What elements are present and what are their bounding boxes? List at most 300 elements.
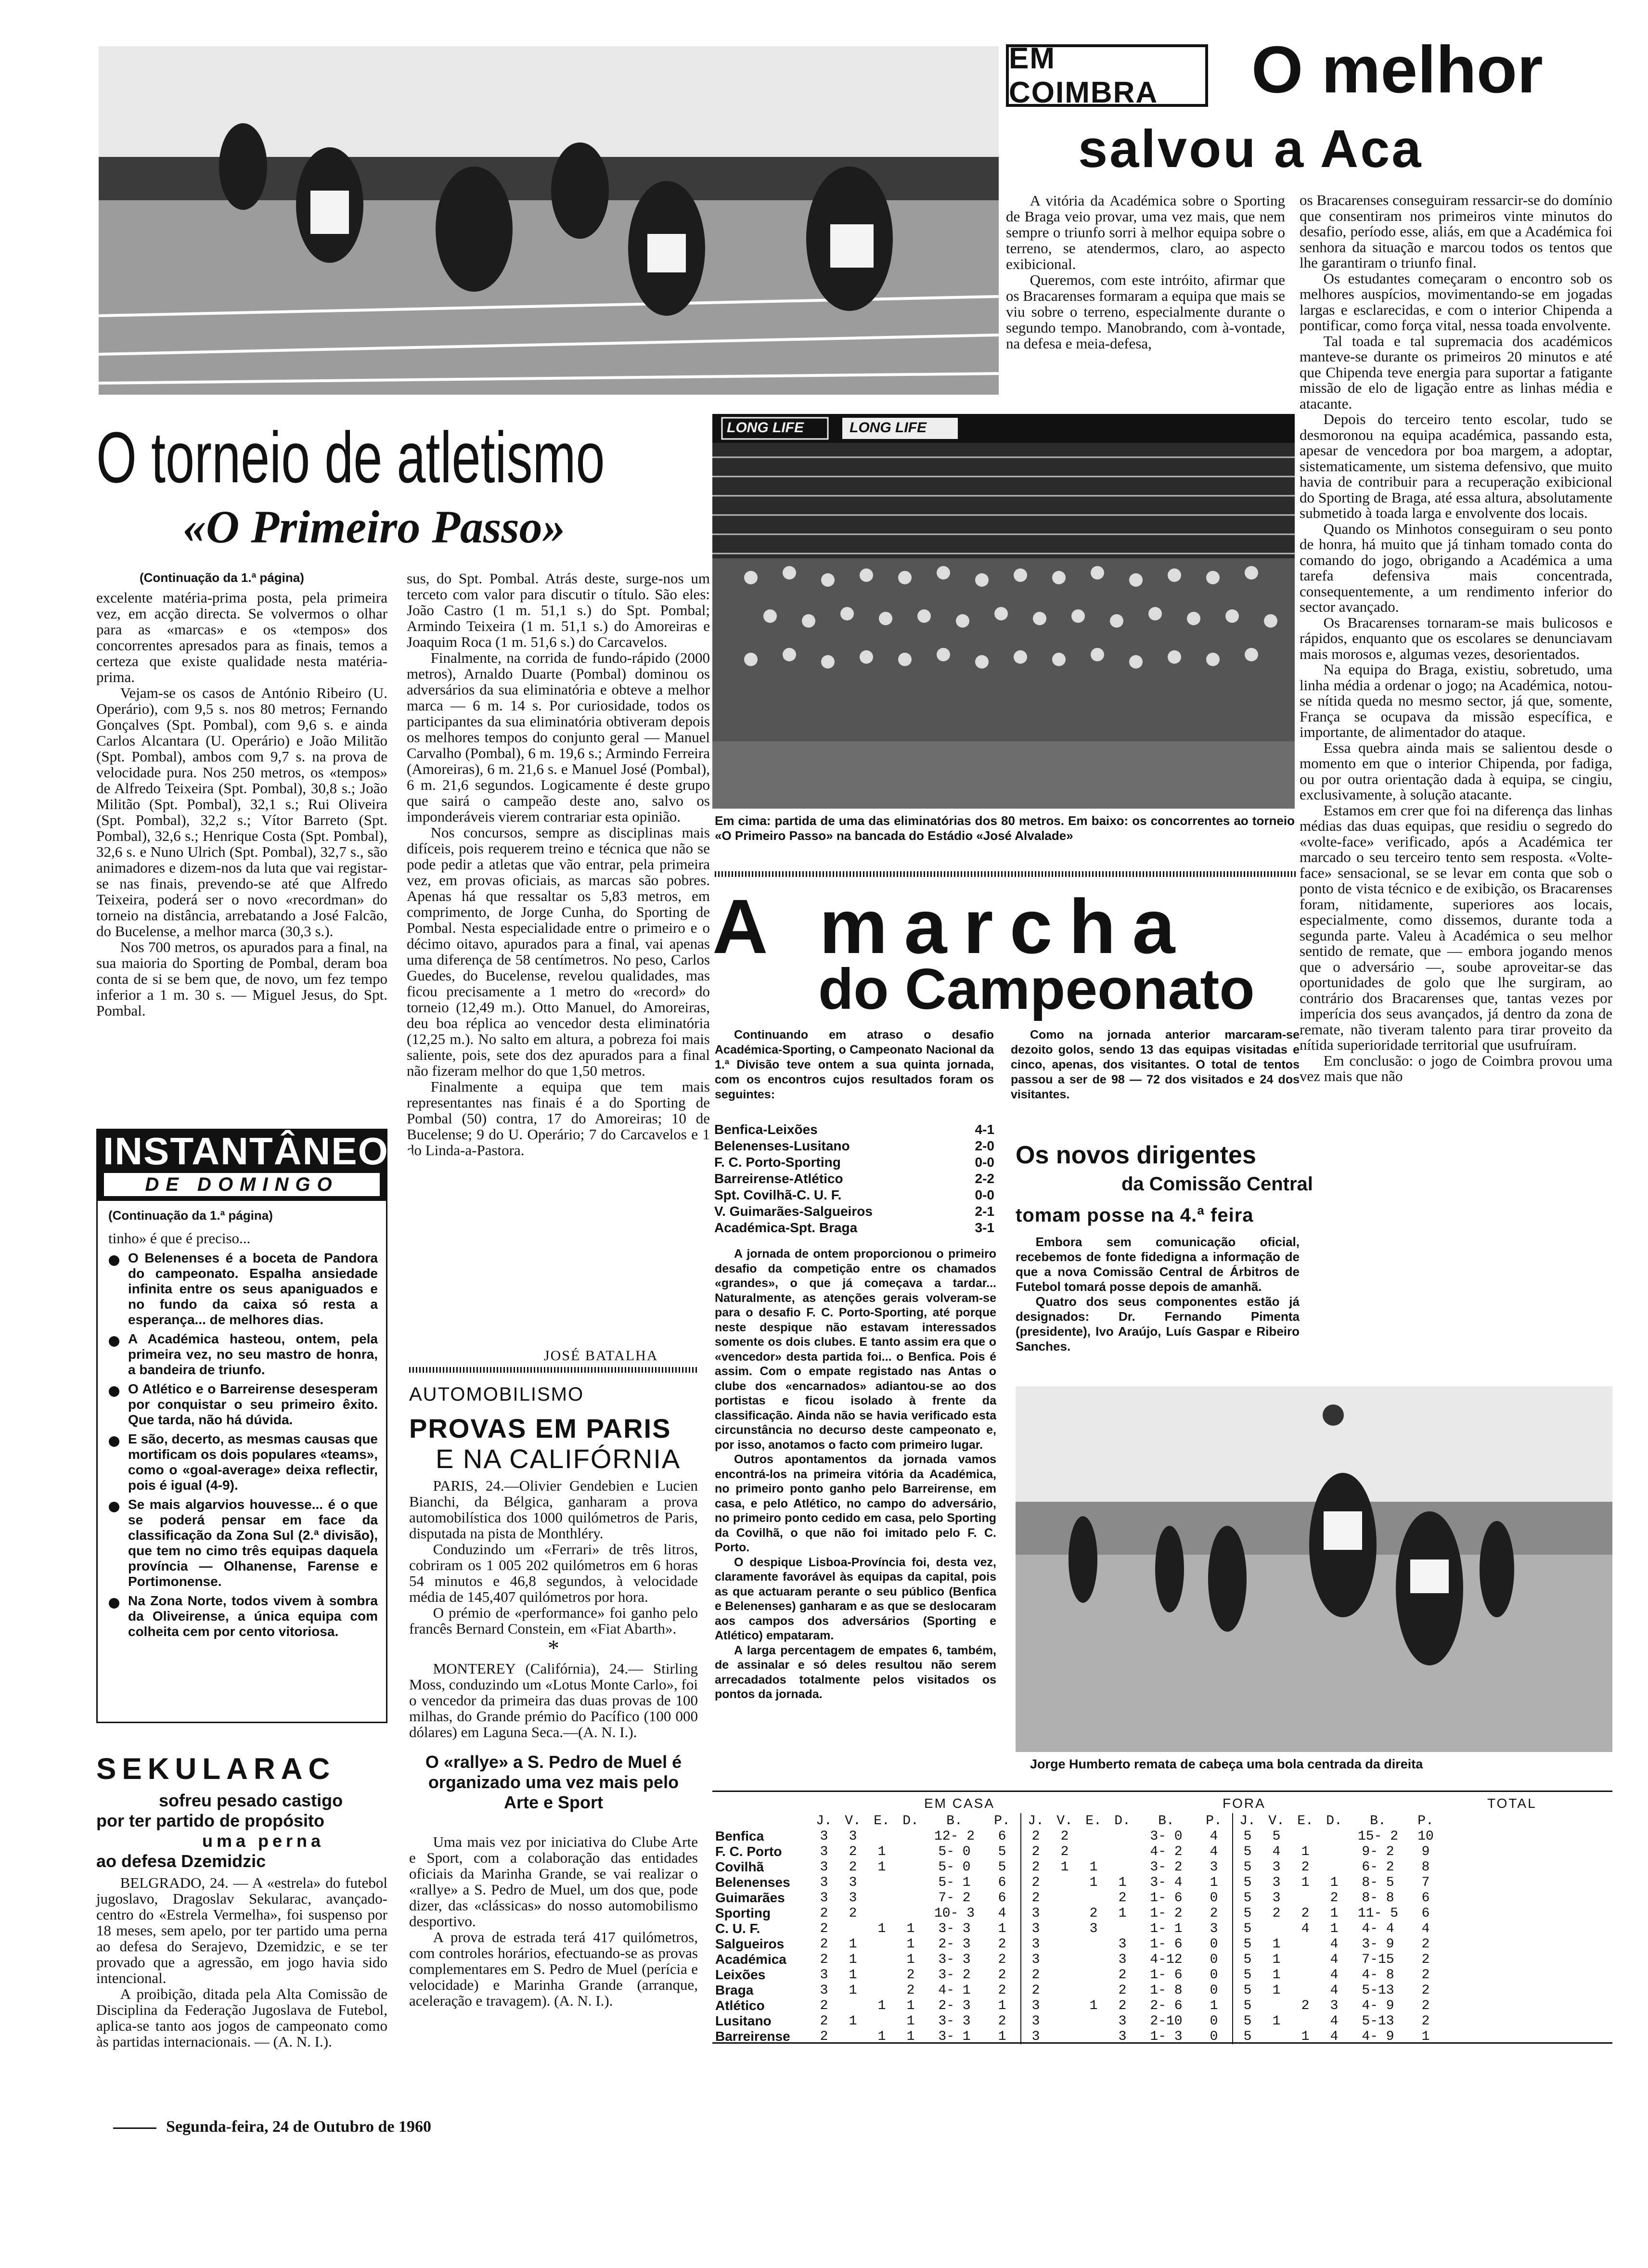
home-stat: 1	[849, 1967, 857, 1983]
dirigentes-title-2: da Comissão Central	[1121, 1173, 1313, 1195]
instantaneos-item: A Académica hasteou, ontem, pela primeira vez, no seu mastro de honra, a bandeira de triunfo.	[106, 1331, 378, 1378]
marcha-paragraph: A larga percentagem de empates 6, também, de assinalar e só deles resultou não serem arrecadados totalmente pelos visitados os pontos da jornada.	[715, 1643, 996, 1701]
total-stat: 4	[1301, 1921, 1310, 1936]
total-stat: 5	[1243, 1829, 1252, 1844]
total-stat: 5	[1243, 1998, 1252, 2013]
standings-row	[712, 1952, 1444, 1967]
standings-body	[712, 1829, 1444, 2044]
total-stat: 1	[1272, 1936, 1281, 1952]
away-stat: 2	[1031, 1829, 1040, 1844]
away-stat: 0	[1196, 1967, 1233, 1983]
result-row	[712, 1187, 996, 1203]
total-stat: 9- 2	[1362, 1844, 1394, 1859]
away-stat: 1- 6	[1150, 1890, 1183, 1906]
col-header: P.	[1196, 1813, 1233, 1829]
sekularac-paragraph: BELGRADO, 24. — A «estrela» do futebol jugoslavo, Dragoslav Sekularac, avançado-centro do «Estrela Vermelha», foi suspenso por 18 meses, sem apelo, por ter partido uma perna ao defesa do Serajevo, Dzemidzic, e se ter provado que a agressão, em jogo havia sido intencional.	[96, 1874, 387, 1986]
away-stat	[1050, 1906, 1079, 1921]
total-stat: 1	[1330, 1875, 1339, 1890]
result-row	[712, 1154, 996, 1171]
total-stat	[1291, 1829, 1320, 1844]
total-stat: 4	[1272, 1844, 1281, 1859]
marcha-paragraph: O despique Lisboa-Província foi, desta vez, claramente favorável às equipas da capital, pois as que actuaram perante o seu público (Benfica e Belenenses) ganharam e as que se deslocaram aos campos dos adversários (Sporting e Atlético) empataram.	[715, 1555, 996, 1642]
total-stat: 5	[1243, 1859, 1252, 1875]
home-stat	[867, 1967, 896, 1983]
away-stat	[1050, 1890, 1079, 1906]
home-stat: 2	[820, 1921, 828, 1936]
away-stat: 2	[1031, 1875, 1040, 1890]
home-stat: 6	[984, 1875, 1021, 1890]
home-stat: 3- 3	[938, 2013, 971, 2029]
sekularac-sub-3: uma perna	[202, 1831, 325, 1851]
standings-row	[712, 1983, 1444, 1998]
home-stat: 1	[906, 2029, 915, 2044]
away-stat: 2	[1118, 1890, 1127, 1906]
total-stat: 5	[1243, 1875, 1252, 1890]
torneio-column-1	[96, 590, 387, 1018]
standings-row	[712, 1844, 1444, 1859]
total-stat: 5	[1243, 1983, 1252, 1998]
total-stat: 4	[1330, 2013, 1339, 2029]
stadium-stand-photo	[712, 414, 1295, 809]
home-stat: 2	[984, 1967, 1021, 1983]
marcha-paragraph: A jornada de ontem proporcionou o primeiro desafio da competição entre os chamados «grandes», o que já começava a tardar... Naturalmente, as atenções gerais volveram-se para o desafio F. C. Porto-Sporting, até porque neste despique não estavam interessados somente os dois clubes. E tanto assim era que o «vencedor» desta partida foi... o Benfica. Pois é assim. Com o empate registado nas Antas o clube dos «encarnados» adiantou-se ao dos portistas e ficou isolado à frente da classificação. Ainda não se havia verificado esta circunstância no decurso deste campeonato e, por isso, anotamos o facto com primeiro lugar.	[715, 1247, 996, 1452]
away-stat	[1050, 1983, 1079, 1998]
away-stat	[1079, 1983, 1108, 1998]
torneio-paragraph: sus, do Spt. Pombal. Atrás deste, surge-nos um terceto com valor para discutir o título. São eles: João Castro (1 m. 51,1 s.) do Spt. Pombal; Armindo Teixeira (1 m. 51,1 s.) do Amoreiras e Joaquim Roca (1 m. 51,6 s.) do Carcavelos.	[407, 570, 710, 650]
total-stat: 5	[1243, 1952, 1252, 1967]
home-stat: 3	[820, 1967, 828, 1983]
instantaneos-item: O Belenenses é a boceta de Pandora do campeonato. Espalha ansiedade infinita entre os seus apaniguados e no fundo da caixa só resta a esperança... de melhores dias.	[106, 1250, 378, 1327]
team-name: Barreirense	[715, 2029, 790, 2044]
col-header: D.	[1114, 1813, 1131, 1829]
total-stat: 2	[1301, 1859, 1310, 1875]
standings-row	[712, 1890, 1444, 1906]
total-stat: 4- 9	[1362, 2029, 1394, 2044]
away-stat	[1079, 1844, 1108, 1859]
standings-row	[712, 1921, 1444, 1936]
col-header: V.	[1056, 1813, 1073, 1829]
col-header: J.	[816, 1813, 832, 1829]
total-stat	[1291, 1936, 1320, 1952]
team-name: Benfica	[715, 1829, 764, 1843]
instantaneos-item: Na Zona Norte, todos vivem à sombra da Oliveirense, a única equipa com colheita cem por cento vitoriosa.	[106, 1593, 378, 1639]
away-stat: 1- 2	[1150, 1906, 1183, 1921]
team-name: Belenenses	[715, 1875, 790, 1890]
away-stat: 3	[1118, 1952, 1127, 1967]
total-stat	[1291, 1983, 1320, 1998]
result-match: Spt. Covilhã-C. U. F.	[714, 1187, 842, 1202]
torneio-paragraph: Finalmente a equipa que tem mais representantes nas finais é a do Sporting de Pombal (50) contra, 17 do Amoreiras; 10 de Bucelense; 9 do U. Operário; 7 do Carcavelos e 1 do Linda-a-Pastora.	[407, 1078, 710, 1159]
total-stat: 1	[1301, 2029, 1310, 2044]
torneio-column-2	[407, 570, 710, 1158]
team-name: Covilhã	[715, 1859, 764, 1874]
torneio-title: O torneio de atletismo	[96, 417, 605, 498]
home-stat	[867, 2013, 896, 2029]
result-row	[712, 1138, 996, 1154]
away-stat: 2	[1031, 1890, 1040, 1906]
total-stat: 6	[1421, 1906, 1430, 1921]
away-stat: 3	[1031, 2013, 1040, 2029]
away-stat: 2-10	[1150, 2013, 1183, 2029]
standings-header-row	[712, 1813, 1444, 1829]
footer-rule	[113, 2127, 156, 2129]
team-name: Guimarães	[715, 1890, 785, 1905]
home-stat	[867, 1875, 896, 1890]
home-stat: 5- 0	[938, 1859, 971, 1875]
total-stat: 3- 9	[1362, 1936, 1394, 1952]
away-stat	[1108, 1921, 1137, 1936]
total-stat: 5	[1243, 1936, 1252, 1952]
result-match: Belenenses-Lusitano	[714, 1138, 850, 1153]
away-stat: 3	[1031, 1936, 1040, 1952]
home-stat	[896, 1890, 925, 1906]
sekularac-sub-1: sofreu pesado castigo	[159, 1791, 343, 1810]
away-stat: 1	[1060, 1859, 1069, 1875]
col-header: E.	[1085, 1813, 1102, 1829]
away-stat: 0	[1196, 1983, 1233, 1998]
away-stat	[1050, 1967, 1079, 1983]
home-stat: 1	[877, 1998, 886, 2013]
standings-row	[712, 1875, 1444, 1890]
away-stat: 2	[1031, 1859, 1040, 1875]
automobilismo-paragraph: O prémio de «performance» foi ganho pelo francês Bernard Constein, em «Fiat Abarth».	[409, 1604, 698, 1637]
away-stat: 4	[1196, 1844, 1233, 1859]
col-header: V.	[1268, 1813, 1285, 1829]
total-stat: 2	[1421, 1983, 1430, 1998]
home-stat	[867, 1983, 896, 1998]
instantaneos-header	[96, 1129, 416, 1201]
team-name: Sporting	[715, 1906, 771, 1920]
away-stat	[1079, 1890, 1108, 1906]
away-stat: 4-12	[1150, 1952, 1183, 1967]
total-stat: 5	[1243, 1967, 1252, 1983]
home-stat: 1	[849, 1936, 857, 1952]
away-stat: 3	[1118, 2013, 1127, 2029]
home-stat	[867, 1952, 896, 1967]
home-stat	[867, 1906, 896, 1921]
col-header: P.	[1417, 1813, 1434, 1829]
automobilismo-paragraph: MONTEREY (Califórnia), 24.— Stirling Moss, conduzindo um «Lotus Monte Carlo», foi o vencedor da primeira das duas provas de 100 milhas, do Grande prémio do Pacífico (100 000 dólares) em Laguna Seca.—(A. N. I.).	[409, 1660, 698, 1740]
away-stat: 2	[1118, 1983, 1127, 1998]
col-header: E.	[1297, 1813, 1313, 1829]
total-stat: 15- 2	[1357, 1829, 1398, 1844]
home-stat: 2	[820, 2029, 828, 2044]
total-stat: 2	[1330, 1890, 1339, 1906]
away-stat: 2- 6	[1150, 1998, 1183, 2013]
home-stat: 1	[984, 1998, 1021, 2013]
away-stat	[1108, 1829, 1137, 1844]
result-score: 2-1	[975, 1204, 994, 1219]
total-stat: 2	[1421, 1936, 1430, 1952]
away-stat: 3- 0	[1150, 1829, 1183, 1844]
home-stat: 2	[984, 1936, 1021, 1952]
away-stat: 2	[1118, 1967, 1127, 1983]
total-stat: 2	[1301, 1998, 1310, 2013]
home-stat: 3	[849, 1890, 857, 1906]
instantaneos-intro: tinho» é que é preciso...	[108, 1230, 251, 1247]
home-stat: 2	[984, 1983, 1021, 1998]
home-stat: 3	[820, 1859, 828, 1875]
automobilismo-paragraph: Conduzindo um «Ferrari» de três litros, cobriram os 1 005 202 quilómetros em 6 horas 54 minutos e 46,8 segundos, à velocidade média de 145,407 quilómetros por hora.	[409, 1541, 698, 1605]
away-stat	[1108, 1859, 1137, 1875]
home-stat: 3	[849, 1829, 857, 1844]
away-stat: 1	[1118, 1906, 1127, 1921]
coimbra-paragraph: Na equipa do Braga, existiu, sobretudo, uma linha média a ordenar o jogo; na Académica, notou-se nítida queda no mesmo sector, já que, somente, França se ocupava da missão específica, e importante, de alimentador do ataque.	[1300, 661, 1612, 740]
home-stat: 1	[906, 1998, 915, 2013]
away-stat: 3	[1196, 1921, 1233, 1936]
coimbra-paragraph: Tal toada e tal supremacia dos académicos manteve-se durante os primeiros 20 minutos e até que Chipenda teve energia para suportar a fatigante missão de elo de ligação entre as linhas média e atacante.	[1300, 332, 1612, 412]
automobilismo-title-2: E NA CALIFÓRNIA	[436, 1443, 681, 1474]
total-stat	[1291, 1890, 1320, 1906]
result-match: Académica-Spt. Braga	[714, 1220, 858, 1235]
total-stat: 6	[1421, 1890, 1430, 1906]
athletics-photo-caption: Em cima: partida de uma das eliminatórias dos 80 metros. Em baixo: os concorrentes ao torneio «O Primeiro Passo» na bancada do Estádio «José Alvalade»	[715, 813, 1295, 843]
home-stat: 1	[877, 1844, 886, 1859]
team-name: C. U. F.	[715, 1921, 760, 1936]
home-stat	[838, 1998, 867, 2013]
divider	[409, 1367, 698, 1373]
total-stat: 3	[1330, 1998, 1339, 2013]
away-stat: 1- 6	[1150, 1936, 1183, 1952]
away-stat: 2	[1118, 1998, 1127, 2013]
result-match: V. Guimarães-Salgueiros	[714, 1204, 873, 1219]
home-stat: 4	[984, 1906, 1021, 1921]
total-stat	[1262, 1998, 1291, 2013]
dirigentes-paragraph: Embora sem comunicação oficial, recebemos de fonte fidedigna a informação de que a nova Comissão Central de Árbitros de Futebol tomará posse depois de amanhã.	[1016, 1235, 1300, 1294]
results-table	[712, 1121, 996, 1236]
col-header: D.	[1326, 1813, 1342, 1829]
coimbra-title-2: salvou a Aca	[1078, 120, 1423, 178]
result-score: 0-0	[975, 1187, 994, 1202]
automobilismo-paragraph: PARIS, 24.—Olivier Gendebien e Lucien Bianchi, da Bélgica, ganharam a prova automobilística dos 1000 quilómetros de Paris, disputada na pista de Monthléry.	[409, 1477, 698, 1542]
marcha-intro-1: Continuando em atraso o desafio Académica-Sporting, o Campeonato Nacional da 1.ª Divisão teve ontem a sua quinta jornada, com os encontros cujos resultados foram os seguintes:	[715, 1028, 994, 1101]
home-stat	[838, 2029, 867, 2044]
home-stat	[896, 1906, 925, 1921]
total-stat: 1	[1301, 1844, 1310, 1859]
away-stat: 2	[1060, 1844, 1069, 1859]
away-stat: 3	[1118, 1936, 1127, 1952]
away-stat: 2	[1060, 1829, 1069, 1844]
instantaneos-continuation: (Continuação da 1.ª página)	[108, 1208, 273, 1223]
col-header: J.	[1239, 1813, 1256, 1829]
result-score: 2-0	[975, 1138, 994, 1153]
away-stat	[1050, 2013, 1079, 2029]
away-stat: 3	[1031, 2029, 1040, 2044]
away-stat: 1	[1089, 1998, 1098, 2013]
home-stat: 1	[849, 1952, 857, 1967]
total-stat	[1291, 2013, 1320, 2029]
total-stat: 4	[1330, 1983, 1339, 1998]
torneio-paragraph: Nos concursos, sempre as disciplinas mais difíceis, pois requerem treino e técnica que não se pode pedir a atletas que vão entrar, pela primeira vez, em provas oficiais, as marcas são pobres. Apenas há que ressaltar os 5,83 metros, em comprimento, de Jorge Cunha, do Sporting de Pombal. Nesta especialidade entre o primeiro e o décimo oitavo, apurados para a final, vai apenas uma diferença de 58 centímetros. No peso, Carlos Guedes, do Bucelense, revelou qualidades, mas ficou precisamente a 1 metro do «record» do torneio (12,49 m.). Otto Manuel, do Amoreiras, deu boa réplica ao vencedor desta eliminatória (12,25 m.). No salto em altura, a pobreza foi mais saliente, pois, sete dos dez apurados para a final não fizeram melhor do que 1,50 metros.	[407, 824, 710, 1079]
instantaneos-item: O Atlético e o Barreirense desesperam por conquistar o seu primeiro êxito. Que tarda, não há dúvida.	[106, 1381, 378, 1428]
team-name: Salgueiros	[715, 1936, 785, 1951]
total-stat: 4	[1330, 1967, 1339, 1983]
away-stat	[1108, 1844, 1137, 1859]
total-stat	[1291, 1967, 1320, 1983]
sekularac-title: SEKULARAC	[96, 1753, 336, 1786]
total-stat: 5	[1243, 1921, 1252, 1936]
total-stat	[1320, 1859, 1349, 1875]
result-row	[712, 1171, 996, 1187]
coimbra-paragraph: Os estudantes começaram o encontro sob os melhores auspícios, movimentando-se em jogadas largas e esclarecidas, e com o interior Chipenda a pontificar, como força vital, nessa toada envolvente.	[1300, 270, 1612, 334]
total-stat: 7-15	[1362, 1952, 1394, 1967]
home-stat: 1	[984, 2029, 1021, 2044]
instantaneos-item: Se mais algarvios houvesse... é o que se poderá pensar em face da classificação da Zona Sul (2.ª divisão), que tem no cimo três equipas daquela província — Olhanense, Farense e Portimonense.	[106, 1497, 378, 1589]
total-stat: 5	[1243, 2013, 1252, 2029]
away-stat: 2	[1196, 1906, 1233, 1921]
sekularac-body	[96, 1875, 387, 2049]
torneio-paragraph: Nos 700 metros, os apurados para a final, na sua maioria do Sporting de Pombal, deram boa conta de si se bem que, de novo, um fez tempo inferior a 1 m. 30 s. — Miguel Jesus, do Spt. Pombal.	[96, 939, 387, 1019]
total-stat: 4- 4	[1362, 1921, 1394, 1936]
total-stat: 2	[1421, 1998, 1430, 2013]
away-stat: 3- 4	[1150, 1875, 1183, 1890]
home-stat: 1	[984, 1921, 1021, 1936]
total-stat: 1	[1301, 1875, 1310, 1890]
away-stat	[1079, 1829, 1108, 1844]
team-name: Académica	[715, 1952, 786, 1967]
total-stat: 5-13	[1362, 1983, 1394, 1998]
torneio-paragraph: Vejam-se os casos de António Ribeiro (U. Operário), com 9,5 s. nos 80 metros; Fernando Gonçalves (Spt. Pombal), com 9,6 s. e ainda Carlos Alcantara (U. Operário) e João Militão (Spt. Pombal), ambos com 9,7 s. na prova de velocidade pura. Nos 250 metros, os «tempos» de Alfredo Teixeira (Spt. Pombal), 30,8 s.; João Militão (Spt. Pombal), 32,1 s.; Rui Oliveira (Spt. Pombal), 32,2 s.; Vítor Barreto (Spt. Pombal), 32,6 s.; Henrique Costa (Spt. Pombal), 32,6 s. e Nuno Ulrich (Spt. Pombal), 32,7 s., são animadores e dizem-nos da luta que vai registar-se nas finais, prevendo-se até que Alfredo Teixeira, poderá ser o novo «recordman» do torneio na distância, arrebatando a José Falcão, do Bucelense, a melhor marca (30,3 s.).	[96, 684, 387, 940]
home-stat: 2	[820, 1998, 828, 2013]
away-stat	[1079, 1967, 1108, 1983]
dirigentes-body	[1016, 1235, 1300, 1354]
home-stat: 2- 3	[938, 1936, 971, 1952]
home-stat: 2	[906, 1983, 915, 1998]
home-stat: 2	[849, 1906, 857, 1921]
home-stat	[867, 1829, 896, 1844]
home-stat: 2	[849, 1859, 857, 1875]
rallye-title: O «rallye» a S. Pedro de Muel é organizado uma vez mais pelo Arte e Sport	[425, 1752, 682, 1812]
away-stat: 4	[1196, 1829, 1233, 1844]
home-stat: 3- 1	[938, 2029, 971, 2044]
standings-row	[712, 2013, 1444, 2029]
dirigentes-title-3: tomam posse na 4.ª feira	[1016, 1205, 1254, 1226]
home-stat: 2	[820, 1906, 828, 1921]
total-stat: 5	[1272, 1829, 1281, 1844]
dirigentes-paragraph: Quatro dos seus componentes estão já designados: Dr. Fernando Pimenta (presidente), Ivo Araújo, Luís Gaspar e Ribeiro Sanches.	[1016, 1294, 1300, 1353]
coimbra-paragraph: Em conclusão: o jogo de Coimbra provou uma vez mais que não	[1300, 1052, 1612, 1084]
away-stat: 3	[1196, 1859, 1233, 1875]
standings-total-label: TOTAL	[1487, 1796, 1537, 1811]
col-header: E.	[874, 1813, 890, 1829]
instantaneos-list	[106, 1250, 378, 1643]
total-stat: 5-13	[1362, 2013, 1394, 2029]
coimbra-tag-text: EM COIMBRA	[1009, 42, 1159, 109]
away-stat	[1079, 2029, 1108, 2044]
total-stat: 1	[1330, 1921, 1339, 1936]
coimbra-paragraph: Os Bracarenses tornaram-se mais bulicosos e rápidos, enquanto que os escolares se denunciavam mais morosos e, algumas vezes, desorientados.	[1300, 614, 1612, 662]
col-header: P.	[984, 1813, 1021, 1829]
total-stat: 1	[1272, 1983, 1281, 1998]
home-stat: 3	[820, 1875, 828, 1890]
away-stat: 3- 2	[1150, 1859, 1183, 1875]
total-stat: 3	[1272, 1859, 1281, 1875]
home-stat: 1	[906, 1921, 915, 1936]
home-stat: 1	[877, 1921, 886, 1936]
away-stat: 3	[1031, 1921, 1040, 1936]
standings-row	[712, 1936, 1444, 1952]
total-stat: 2	[1272, 1906, 1281, 1921]
torneio-paragraph: Finalmente, na corrida de fundo-rápido (2000 metros), Arnaldo Duarte (Pombal) dominou os adversários da sua eliminatória e obteve a melhor marca — 6 m. 14 s. Por curiosidade, todos os participantes da sua eliminatória obtiveram depois os melhores tempos do conjunto geral — Manuel Carvalho (Pombal), 6 m. 19,6 s.; Armindo Ferreira (Amoreiras), 6 m. 21,6 s. e Manuel José (Pombal), 6 m. 21,6 segundos. Logicamente é deste grupo que sairá o campeão deste ano, salvo os imponderáveis vierem contrariar esta opinião.	[407, 649, 710, 825]
home-stat: 3- 3	[938, 1921, 971, 1936]
standings-row	[712, 2029, 1444, 2044]
away-stat	[1079, 2013, 1108, 2029]
home-stat: 5	[984, 1859, 1021, 1875]
coimbra-tag	[1006, 44, 1208, 107]
standings-row	[712, 1906, 1444, 1921]
coimbra-title-1: O melhor	[1251, 34, 1543, 106]
result-match: Benfica-Leixões	[714, 1122, 818, 1137]
col-header: D.	[902, 1813, 919, 1829]
total-stat: 2	[1421, 1952, 1430, 1967]
home-stat: 1	[849, 2013, 857, 2029]
automobilismo-title: PROVAS EM PARIS	[409, 1413, 671, 1443]
coimbra-paragraph: Estamos em crer que foi na diferença das linhas médias das duas equipas, que residiu o segredo do «volte-face» verificado, após a Académica ter marcado o seu terceiro tento sem resposta. «Volte-face» sensacional, se se levar em conta que sob o ponto de vista técnico e de exibição, os Bracarenses foram, nitidamente, superiores aos locais, especialmente, como dissemos, durante toda a segunda parte. Valeu à Académica o seu melhor sentido de remate, que — embora jogando menos que o adversário —, soube aproveitar-se das oportunidades de golo que lhe surgiram, ao contrário dos Bracarenses que, tantas vezes por imperícia dos seus avançados, já dentro da zona de remate, não tiveram talento para tirar proveito da nítida superioridade territorial que usufruíram.	[1300, 801, 1612, 1053]
home-stat: 4- 1	[938, 1983, 971, 1998]
team-name: Lusitano	[715, 2013, 772, 2028]
home-stat: 5- 0	[938, 1844, 971, 1859]
away-stat: 1	[1089, 1859, 1098, 1875]
total-stat: 2	[1421, 2013, 1430, 2029]
away-stat: 4- 2	[1150, 1844, 1183, 1859]
away-stat: 3	[1031, 1998, 1040, 2013]
team-name: Atlético	[715, 1998, 765, 2013]
marcha-body	[715, 1247, 996, 1702]
home-stat: 2	[820, 2013, 828, 2029]
athletics-start-photo	[99, 46, 999, 395]
coimbra-column-2	[1300, 193, 1612, 1084]
home-stat	[896, 1844, 925, 1859]
standings-table	[712, 1813, 1444, 2044]
instantaneos-subtitle-bar	[104, 1173, 380, 1196]
home-stat: 1	[906, 1952, 915, 1967]
away-stat	[1050, 2029, 1079, 2044]
standings-away-label: FORA	[1223, 1796, 1266, 1811]
home-stat: 2	[906, 1967, 915, 1983]
total-stat: 1	[1272, 1967, 1281, 1983]
away-stat: 3	[1118, 2029, 1127, 2044]
home-stat: 2	[820, 1952, 828, 1967]
standings-row	[712, 1829, 1444, 1844]
away-stat: 2	[1031, 1967, 1040, 1983]
result-score: 2-2	[975, 1171, 994, 1186]
total-stat	[1291, 1952, 1320, 1967]
automobilismo-kicker: AUTOMOBILISMO	[409, 1384, 584, 1405]
away-stat: 3	[1089, 1921, 1098, 1936]
away-stat: 1- 3	[1150, 2029, 1183, 2044]
total-stat: 6- 2	[1362, 1859, 1394, 1875]
team-name: F. C. Porto	[715, 1844, 782, 1859]
home-stat: 3	[820, 1890, 828, 1906]
col-header: B.	[946, 1813, 963, 1829]
torneio-paragraph: excelente matéria-prima posta, pela primeira vez, em acção directa. Se volvermos o olhar para as «marcas» e os «tempos» dos concorrentes apresados para as finais, temos a certeza que existe qualidade nesta matéria-prima.	[96, 589, 387, 685]
home-stat: 1	[906, 2013, 915, 2029]
coimbra-paragraph: Quando os Minhotos conseguiram o seu ponto de honra, há muito que já tinham tomado conta do comando do jogo, obrigando a Académica a uma tarefa defensiva mais concentrada, consequentemente, a um rendimento inferior do sector avançado.	[1300, 520, 1612, 615]
total-stat: 1	[1272, 1952, 1281, 1967]
standings-row	[712, 1998, 1444, 2013]
footer-date: Segunda-feira, 24 de Outubro de 1960	[166, 2118, 431, 2136]
home-stat: 5	[984, 1844, 1021, 1859]
home-stat: 2- 3	[938, 1998, 971, 2013]
home-stat: 3	[820, 1829, 828, 1844]
home-stat	[896, 1875, 925, 1890]
coimbra-paragraph: os Bracarenses conseguiram ressarcir-se do domínio que consentiram nos primeiros vinte minutos do desafio, período esse, aliás, em que a Académica foi senhora da situação e marcou todos os tentos que lhe garantiram o triunfo final.	[1300, 192, 1612, 271]
away-stat	[1050, 1936, 1079, 1952]
away-stat: 1- 8	[1150, 1983, 1183, 1998]
away-stat: 1- 6	[1150, 1967, 1183, 1983]
total-stat: 5	[1243, 1906, 1252, 1921]
away-stat: 1	[1118, 1875, 1127, 1890]
